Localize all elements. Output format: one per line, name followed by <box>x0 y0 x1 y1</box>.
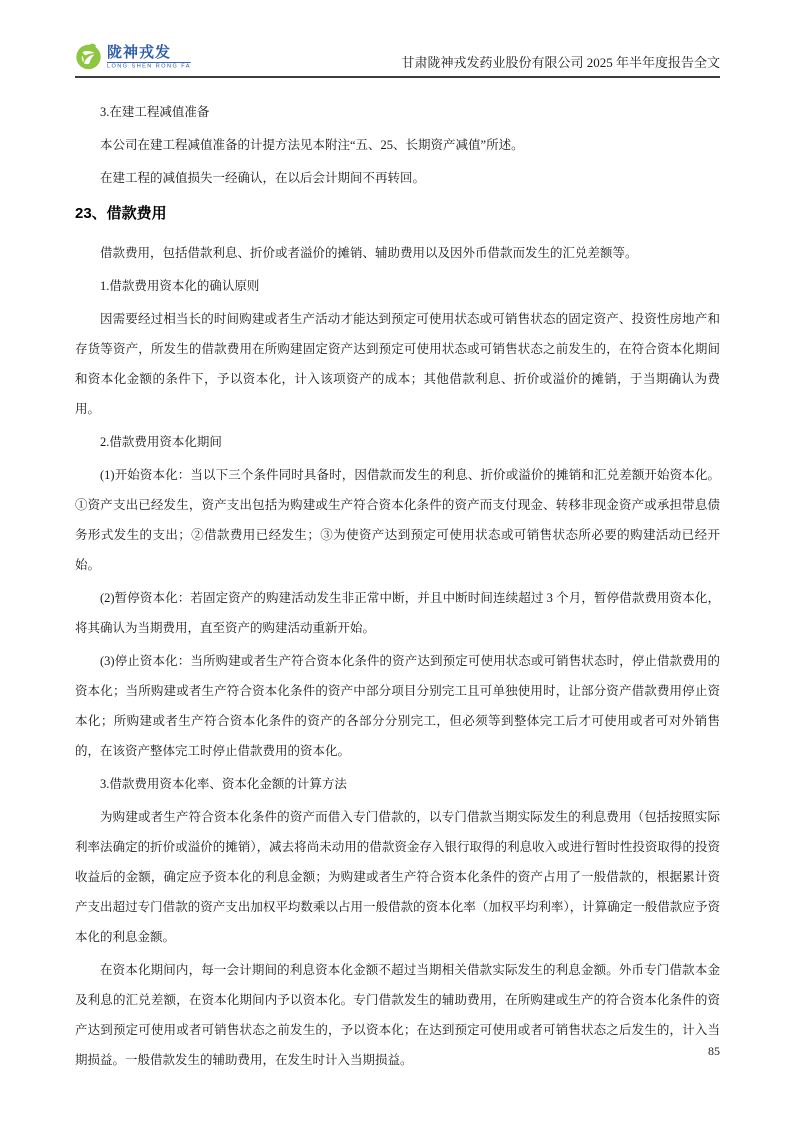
paragraph-capitalization-rate-body: 为购建或者生产符合资本化条件的资产而借入专门借款的，以专门借款当期实际发生的利息费用（包括按照实际利率法确定的折价或溢价的摊销），减去将尚未动用的借款资金存入银行取得的利息收入或进行暂时性投资取得的投资收益后的金额，确定应予资本化的利息金额；为购建或者生产符合资本化条件的资产占用了一般借款的，根据累计资产支出超过专门借款的资产支出加权平均数乘以占用一般借款的资本化率（加权平均利率），计算确定一般借款应予资本化的利息金额。 <box>75 810 720 944</box>
paragraph-cip-impairment-method: 本公司在建工程减值准备的计提方法见本附注“五、25、长期资产减值”所述。 <box>100 138 524 152</box>
paragraph-cip-impairment-no-reversal: 在建工程的减值损失一经确认，在以后会计期间不再转回。 <box>100 171 426 185</box>
logo-text <box>107 43 198 71</box>
paragraph-capitalization-rate-title: 3.借款费用资本化率、资本化金额的计算方法 <box>100 777 347 791</box>
paragraph-capitalization-suspend: (2)暂停资本化：若固定资产的购建活动发生非正常中断，并且中断时间连续超过 3 个月，暂停借款费用资本化，将其确认为当期费用，直至资产的购建活动重新开始。 <box>75 591 720 635</box>
paragraph-cip-impairment-title: 3.在建工程减值准备 <box>100 105 210 119</box>
logo-company-name-cn: 陇神戎发 <box>107 44 172 61</box>
report-header-title: 甘肃陇神戎发药业股份有限公司 2025 年半年度报告全文 <box>401 55 720 70</box>
page-header <box>75 45 720 78</box>
paragraph-capitalization-start: (1)开始资本化：当以下三个条件同时具备时，因借款而发生的利息、折价或溢价的摊销和汇兑差额开始资本化。①资产支出已经发生，资产支出包括为购建或生产符合资本化条件的资产而支付现金、转移非现金资产或承担带息债务形式发生的支出；②借款费用已经发生；③为使资产达到预定可使用状态或可销售状态所必要的购建活动已经开始。 <box>75 468 720 572</box>
document-body <box>75 78 720 1075</box>
logo-leaf-icon <box>75 43 102 70</box>
paragraph-capitalization-principle-title: 1.借款费用资本化的确认原则 <box>100 279 260 293</box>
page-number: 85 <box>708 1044 720 1058</box>
paragraph-capitalization-period-title: 2.借款费用资本化期间 <box>100 435 222 449</box>
paragraph-borrowing-costs-definition: 借款费用，包括借款利息、折价或者溢价的摊销、辅助费用以及因外币借款而发生的汇兑差额等。 <box>100 246 638 260</box>
paragraph-capitalization-limits: 在资本化期间内，每一会计期间的利息资本化金额不超过当期相关借款实际发生的利息金额。外币专门借款本金及利息的汇兑差额，在资本化期间内予以资本化。专门借款发生的辅助费用，在所购建或生产的符合资本化条件的资产达到预定可使用或者可销售状态之前发生的，予以资本化；在达到预定可使用或者可销售状态之后发生的，计入当期损益。一般借款发生的辅助费用，在发生时计入当期损益。 <box>75 963 720 1067</box>
logo-company-name-en: LONG SHEN RONG FA <box>107 63 191 70</box>
paragraph-capitalization-stop: (3)停止资本化：当所购建或者生产符合资本化条件的资产达到预定可使用状态或可销售状态时，停止借款费用的资本化；当所购建或者生产符合资本化条件的资产中部分项目分别完工且可单独使用时，让部分资产借款费用停止资本化；所购建或者生产符合资本化条件的资产的各部分分别完工，但必须等到整体完工后才可使用或者可对外销售的，在该资产整体完工时停止借款费用的资本化。 <box>75 654 720 758</box>
section-heading-borrowing-costs: 23、借款费用 <box>75 205 167 222</box>
paragraph-capitalization-principle-body: 因需要经过相当长的时间购建或者生产活动才能达到预定可使用状态或可销售状态的固定资产、投资性房地产和存货等资产，所发生的借款费用在所购建固定资产达到预定可使用状态或可销售状态之前发生的，在符合资本化期间和资本化金额的条件下，予以资本化，计入该项资产的成本；其他借款利息、折价或溢价的摊销，于当期确认为费用。 <box>75 312 720 416</box>
company-logo <box>75 43 198 71</box>
page-footer <box>708 1044 720 1059</box>
